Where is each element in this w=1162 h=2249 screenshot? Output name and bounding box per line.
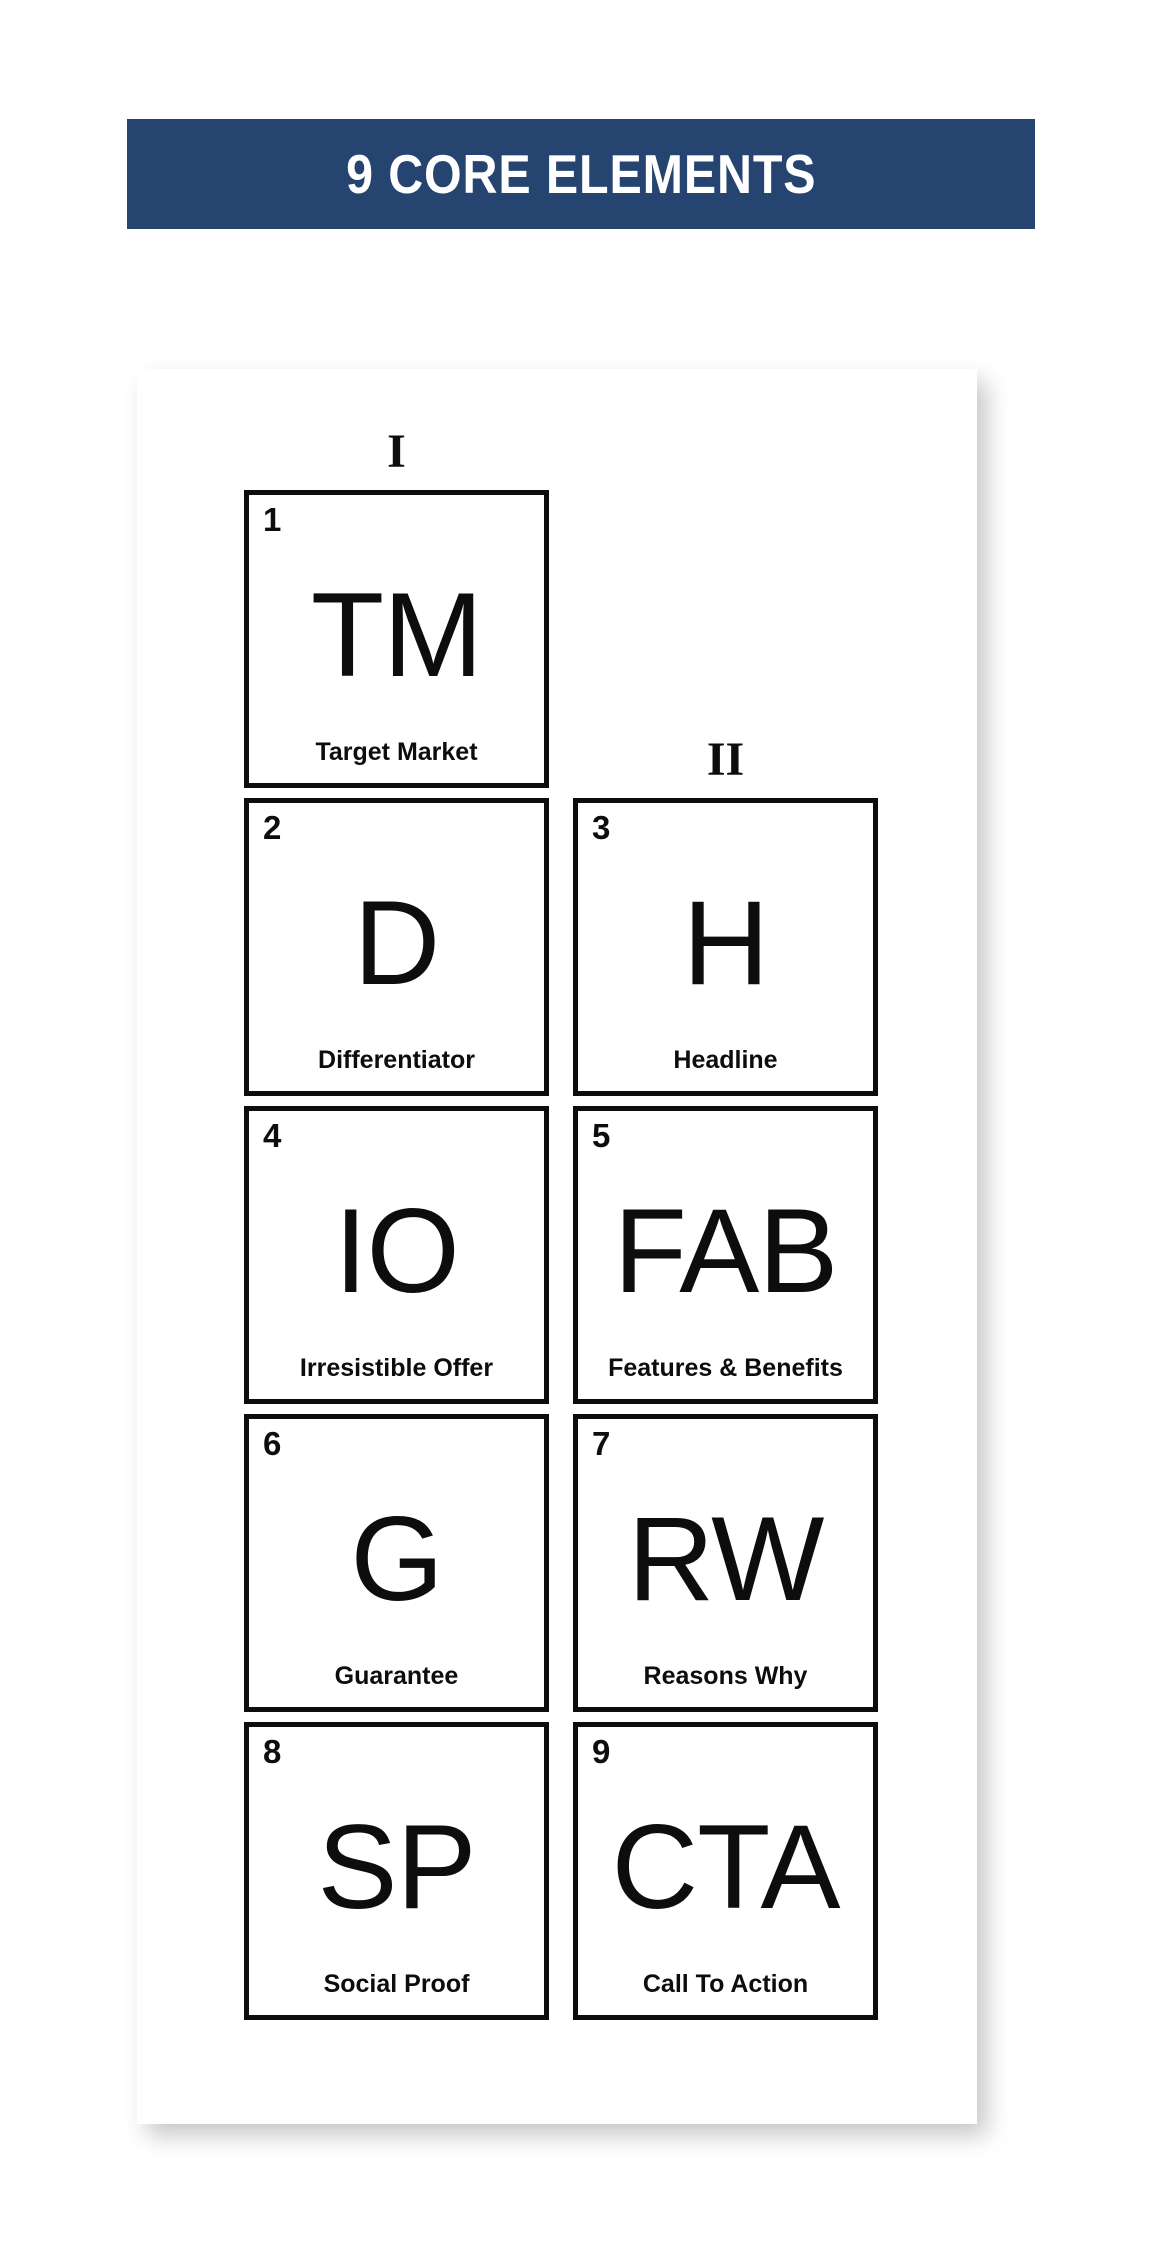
element-number: 3	[592, 809, 611, 846]
element-row	[244, 1722, 877, 2030]
element-symbol: IO	[334, 1184, 459, 1318]
element-symbol: H	[682, 876, 769, 1010]
element-symbol: FAB	[613, 1184, 838, 1318]
element-label: Features & Benefits	[608, 1354, 843, 1382]
element-number: 2	[263, 809, 282, 846]
element-label: Differentiator	[318, 1046, 475, 1074]
element-tile-irresistible-offer[interactable]	[244, 1106, 549, 1404]
element-tile-headline[interactable]	[573, 798, 878, 1096]
element-number: 4	[263, 1117, 282, 1154]
element-symbol: G	[350, 1492, 443, 1626]
group-numeral-ii: II	[706, 733, 745, 786]
element-number: 6	[263, 1425, 282, 1462]
page-title: 9 CORE ELEMENTS	[345, 143, 817, 205]
element-number: 9	[592, 1733, 611, 1770]
element-number: 1	[263, 501, 282, 538]
element-symbol: CTA	[611, 1800, 840, 1934]
element-row	[244, 1106, 877, 1414]
element-tile-social-proof[interactable]	[244, 1722, 549, 2020]
element-symbol: D	[353, 876, 440, 1010]
elements-grid	[244, 490, 877, 2030]
group-numeral-i: I	[387, 425, 406, 478]
element-tile-guarantee[interactable]	[244, 1414, 549, 1712]
element-tile-differentiator[interactable]	[244, 798, 549, 1096]
element-number: 7	[592, 1425, 611, 1462]
element-label: Target Market	[315, 738, 478, 766]
element-row	[244, 798, 877, 1106]
element-symbol: RW	[627, 1492, 824, 1626]
title-banner	[127, 119, 1035, 229]
element-label: Call To Action	[642, 1970, 809, 1998]
element-label: Irresistible Offer	[299, 1354, 494, 1382]
element-label: Headline	[673, 1046, 778, 1074]
element-row	[244, 1414, 877, 1722]
element-tile-call-to-action[interactable]	[573, 1722, 878, 2020]
element-label: Social Proof	[323, 1970, 470, 1998]
element-tile-reasons-why[interactable]	[573, 1414, 878, 1712]
element-tile-features-benefits[interactable]	[573, 1106, 878, 1404]
element-symbol: SP	[317, 1800, 476, 1934]
element-symbol: TM	[310, 568, 483, 702]
element-number: 5	[592, 1117, 611, 1154]
element-row	[244, 490, 877, 798]
element-label: Reasons Why	[643, 1662, 808, 1690]
element-tile-target-market[interactable]	[244, 490, 549, 788]
element-label: Guarantee	[334, 1662, 459, 1690]
element-number: 8	[263, 1733, 282, 1770]
